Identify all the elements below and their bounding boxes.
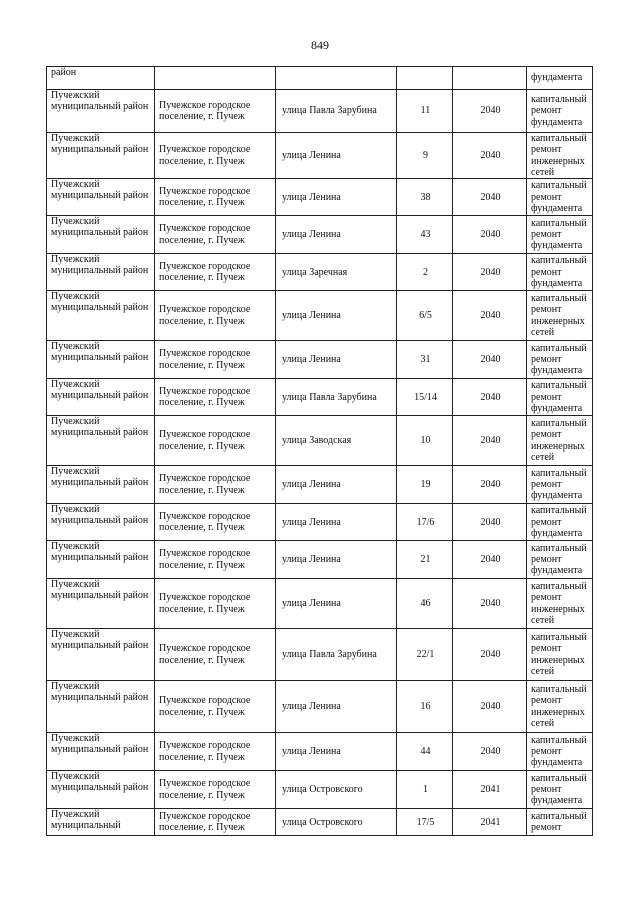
street-cell: улица Заводская xyxy=(276,416,397,466)
work-type-cell: капитальный ремонт фундамента xyxy=(527,179,593,216)
settlement-cell: Пучежское городское поселение, г. Пучеж xyxy=(155,254,276,291)
table-row xyxy=(47,67,593,90)
year-cell: 2040 xyxy=(453,504,527,541)
district-cell: Пучежский муниципальный район xyxy=(47,179,155,216)
settlement-cell: Пучежское городское поселение, г. Пучеж xyxy=(155,809,276,836)
street-cell: улица Ленина xyxy=(276,579,397,629)
year-cell: 2040 xyxy=(453,629,527,681)
settlement-cell: Пучежское городское поселение, г. Пучеж xyxy=(155,341,276,379)
district-cell: Пучежский муниципальный район xyxy=(47,416,155,466)
settlement-cell: Пучежское городское поселение, г. Пучеж xyxy=(155,133,276,179)
table-row xyxy=(47,379,593,416)
year-cell: 2040 xyxy=(453,216,527,254)
work-type-cell: капитальный ремонт фундамента xyxy=(527,341,593,379)
house-number-cell: 43 xyxy=(397,216,453,254)
street-cell: улица Павла Зарубина xyxy=(276,90,397,133)
settlement-cell: Пучежское городское поселение, г. Пучеж xyxy=(155,579,276,629)
settlement-cell: Пучежское городское поселение, г. Пучеж xyxy=(155,681,276,733)
house-number-cell: 10 xyxy=(397,416,453,466)
settlement-cell: Пучежское городское поселение, г. Пучеж xyxy=(155,541,276,579)
settlement-cell: Пучежское городское поселение, г. Пучеж xyxy=(155,379,276,416)
house-number-cell: 19 xyxy=(397,466,453,504)
street-cell: улица Ленина xyxy=(276,733,397,771)
work-type-cell: капитальный ремонт фундамента xyxy=(527,733,593,771)
work-type-cell: капитальный ремонт инженерных сетей xyxy=(527,629,593,681)
year-cell: 2040 xyxy=(453,579,527,629)
house-number-cell: 6/5 xyxy=(397,291,453,341)
year-cell: 2040 xyxy=(453,681,527,733)
street-cell: улица Ленина xyxy=(276,541,397,579)
year-cell: 2041 xyxy=(453,809,527,836)
work-type-cell: капитальный ремонт инженерных сетей xyxy=(527,416,593,466)
house-number-cell: 16 xyxy=(397,681,453,733)
house-number-cell: 1 xyxy=(397,771,453,809)
settlement-cell: Пучежское городское поселение, г. Пучеж xyxy=(155,179,276,216)
settlement-cell: Пучежское городское поселение, г. Пучеж xyxy=(155,629,276,681)
table-row xyxy=(47,629,593,681)
settlement-cell: Пучежское городское поселение, г. Пучеж xyxy=(155,416,276,466)
settlement-cell: Пучежское городское поселение, г. Пучеж xyxy=(155,771,276,809)
house-number-cell: 31 xyxy=(397,341,453,379)
district-cell: Пучежский муниципальный район xyxy=(47,216,155,254)
work-type-cell: фундамента xyxy=(527,67,593,90)
table-row xyxy=(47,416,593,466)
district-cell: Пучежский муниципальный район xyxy=(47,291,155,341)
year-cell: 2040 xyxy=(453,733,527,771)
house-number-cell: 46 xyxy=(397,579,453,629)
street-cell: улица Островского xyxy=(276,809,397,836)
district-cell: Пучежский муниципальный район xyxy=(47,579,155,629)
street-cell: улица Ленина xyxy=(276,341,397,379)
settlement-cell: Пучежское городское поселение, г. Пучеж xyxy=(155,291,276,341)
settlement-cell: Пучежское городское поселение, г. Пучеж xyxy=(155,90,276,133)
street-cell: улица Ленина xyxy=(276,504,397,541)
table-row xyxy=(47,291,593,341)
table-row xyxy=(47,504,593,541)
work-type-cell: капитальный ремонт фундамента xyxy=(527,254,593,291)
district-cell: Пучежский муниципальный район xyxy=(47,379,155,416)
street-cell: улица Ленина xyxy=(276,179,397,216)
street-cell: улица Павла Зарубина xyxy=(276,379,397,416)
work-type-cell: капитальный ремонт инженерных сетей xyxy=(527,681,593,733)
street-cell: улица Островского xyxy=(276,771,397,809)
year-cell: 2040 xyxy=(453,541,527,579)
table-row xyxy=(47,133,593,179)
settlement-cell: Пучежское городское поселение, г. Пучеж xyxy=(155,216,276,254)
work-type-cell: капитальный ремонт фундамента xyxy=(527,541,593,579)
work-type-cell: капитальный ремонт инженерных сетей xyxy=(527,579,593,629)
table-row xyxy=(47,809,593,836)
table-row xyxy=(47,579,593,629)
page-number: 849 xyxy=(311,38,329,52)
table-row xyxy=(47,733,593,771)
table-row xyxy=(47,541,593,579)
work-type-cell: капитальный ремонт фундамента xyxy=(527,216,593,254)
district-cell: Пучежский муниципальный район xyxy=(47,90,155,133)
district-cell: Пучежский муниципальный xyxy=(47,809,155,836)
street-cell: улица Ленина xyxy=(276,216,397,254)
table-row xyxy=(47,90,593,133)
year-cell xyxy=(453,67,527,90)
house-number-cell: 11 xyxy=(397,90,453,133)
house-number-cell: 2 xyxy=(397,254,453,291)
work-type-cell: капитальный ремонт фундамента xyxy=(527,90,593,133)
work-type-cell: капитальный ремонт фундамента xyxy=(527,771,593,809)
repair-schedule-table xyxy=(46,66,593,836)
table-row xyxy=(47,466,593,504)
work-type-cell: капитальный ремонт фундамента xyxy=(527,379,593,416)
work-type-cell: капитальный ремонт xyxy=(527,809,593,836)
settlement-cell: Пучежское городское поселение, г. Пучеж xyxy=(155,733,276,771)
year-cell: 2040 xyxy=(453,90,527,133)
work-type-cell: капитальный ремонт фундамента xyxy=(527,504,593,541)
house-number-cell: 17/5 xyxy=(397,809,453,836)
table-row xyxy=(47,771,593,809)
settlement-cell: Пучежское городское поселение, г. Пучеж xyxy=(155,466,276,504)
house-number-cell: 44 xyxy=(397,733,453,771)
year-cell: 2040 xyxy=(453,341,527,379)
year-cell: 2040 xyxy=(453,379,527,416)
district-cell: Пучежский муниципальный район xyxy=(47,681,155,733)
house-number-cell: 22/1 xyxy=(397,629,453,681)
district-cell: Пучежский муниципальный район xyxy=(47,771,155,809)
table-row xyxy=(47,216,593,254)
year-cell: 2040 xyxy=(453,466,527,504)
street-cell xyxy=(276,67,397,90)
street-cell: улица Ленина xyxy=(276,291,397,341)
year-cell: 2041 xyxy=(453,771,527,809)
settlement-cell: Пучежское городское поселение, г. Пучеж xyxy=(155,504,276,541)
year-cell: 2040 xyxy=(453,254,527,291)
year-cell: 2040 xyxy=(453,133,527,179)
house-number-cell xyxy=(397,67,453,90)
house-number-cell: 9 xyxy=(397,133,453,179)
table-row xyxy=(47,341,593,379)
year-cell: 2040 xyxy=(453,291,527,341)
district-cell: Пучежский муниципальный район xyxy=(47,504,155,541)
table-row xyxy=(47,179,593,216)
year-cell: 2040 xyxy=(453,416,527,466)
street-cell: улица Ленина xyxy=(276,466,397,504)
work-type-cell: капитальный ремонт инженерных сетей xyxy=(527,291,593,341)
settlement-cell xyxy=(155,67,276,90)
street-cell: улица Ленина xyxy=(276,681,397,733)
house-number-cell: 21 xyxy=(397,541,453,579)
house-number-cell: 15/14 xyxy=(397,379,453,416)
district-cell: Пучежский муниципальный район xyxy=(47,254,155,291)
year-cell: 2040 xyxy=(453,179,527,216)
district-cell: Пучежский муниципальный район xyxy=(47,541,155,579)
house-number-cell: 38 xyxy=(397,179,453,216)
district-cell: район xyxy=(47,67,155,90)
street-cell: улица Ленина xyxy=(276,133,397,179)
table-row xyxy=(47,254,593,291)
work-type-cell: капитальный ремонт фундамента xyxy=(527,466,593,504)
table-row xyxy=(47,681,593,733)
street-cell: улица Заречная xyxy=(276,254,397,291)
district-cell: Пучежский муниципальный район xyxy=(47,733,155,771)
district-cell: Пучежский муниципальный район xyxy=(47,341,155,379)
work-type-cell: капитальный ремонт инженерных сетей xyxy=(527,133,593,179)
district-cell: Пучежский муниципальный район xyxy=(47,466,155,504)
house-number-cell: 17/6 xyxy=(397,504,453,541)
district-cell: Пучежский муниципальный район xyxy=(47,133,155,179)
street-cell: улица Павла Зарубина xyxy=(276,629,397,681)
district-cell: Пучежский муниципальный район xyxy=(47,629,155,681)
